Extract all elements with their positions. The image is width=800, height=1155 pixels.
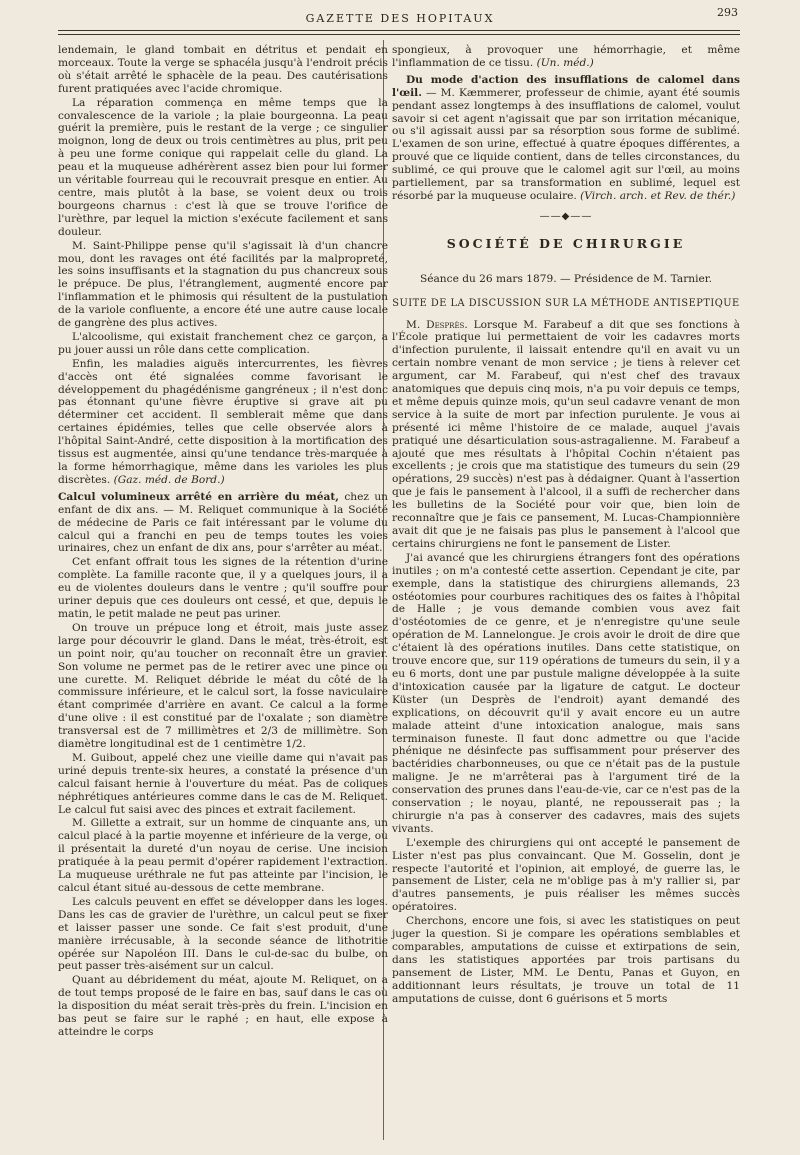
article-text: chez un enfant de dix ans. — M. Reliquet communique à la Société de médecine de Paris ce fait intéressant par le volume du calcul qui a franchi en peu de temps toutes les voies urinaires, chez un enfant de dix ans, pour s'arrêter au méat. [58, 490, 388, 555]
left-column [58, 44, 388, 1040]
running-head [0, 6, 800, 30]
paragraph [392, 319, 740, 551]
article-title: Calcul volumineux arrêté en arrière du méat, [58, 490, 339, 503]
paragraph-text: Lorsque M. Farabeuf a dit que ses fonctions à l'École pratique lui permettaient de voir les cadavres morts d'infection purulente, il laissait entendre qu'il en avait vu un certain nombre venant de mon service ; je tiens à relever cet argument, car M. Farabeuf, qui n'est chef des travaux anatomiques que depuis cinq mois, n'a pu voir depuis ce temps, et même depuis quinze mois, qu'un seul cadavre venant de mon service à la suite de mort par infection purulente. Je vous ai présenté ici même l'histoire de ce malade, auquel j'avais pratiqué une désarticulation sous-astragalienne. M. Farabeuf a ajouté que mes résultats à l'hôpital Cochin n'étaient pas excellents ; je crois que ma statistique des tumeurs du sein (29 opérations, 29 succès) n'est pas à dédaigner. Quant à l'assertion que je fais le pansement à l'alcool, il a suffi de rechercher dans les bulletins de la Société pour voir que, bien loin de reconnaître que je fais ce pansement, M. Lucas-Championnière avait dit que je ne faisais pas plus le pansement à l'alcool que certains chirurgiens ne font le pansement de Lister. [392, 318, 740, 550]
seance-line: Séance du 26 mars 1879. — Présidence de M. Tarnier. [419, 272, 713, 285]
right-column [392, 44, 740, 1007]
speaker-name: M. Desprès. [406, 318, 468, 331]
article-text: — M. Kæmmerer, professeur de chimie, ayant été soumis pendant assez longtemps à des insufflations de calomel, voulut savoir si cet agent n'agissait que par son irritation mécanique, ou s'il agissait aussi par sa résorption sous forme de sublimé. L'examen de son urine, effectué à quatre époques différentes, a prouvé que ce liquide contient, dans de telles circonstances, du sublimé, ce qui prouve que le calomel agit sur l'œil, au moins partiellement, par sa transformation en sublimé, lequel est résorbé par la muqueuse oculaire. [392, 86, 740, 202]
header-rule-double [58, 34, 740, 35]
paragraph: L'exemple des chirurgiens qui ont accepté le pansement de Lister n'est pas plus convaincant. Que M. Gosselin, dont je respecte l'autorité et l'opinion, ait employé, de guerre las, le pansement de Lister, cela ne m'oblige pas à m'y rallier si, par d'autres pansements, je puis réaliser les mêmes succès opératoires. [392, 836, 740, 914]
paragraph-text: spongieux, à provoquer une hémorrhagie, et même l'inflammation de ce tissu. [392, 44, 740, 69]
paragraph: Cherchons, encore une fois, si avec les statistiques on peut juger la question. Si je compare les opérations semblables et comparables, amputations de cuisse et extirpations de sein, dans les statistiques apportées par trois partisans du pansement de Lister, MM. Le Dentu, Panas et Guyon, en additionnant leurs résultats, je trouve un total de 11 amputations de cuisse, dont 6 guérisons et 5 morts [392, 915, 740, 1005]
paragraph-text: Enfin, les maladies aiguës intercurrentes, les fièvres d'accès ont été signalées comme favorisant le développement du phagédénisme gangréneux ; il n'est donc pas étonnant qu'une fièvre éruptive si grave ait pu déterminer cet accident. Il semblerait même que dans certaines épidémies, telles que celle observée alors à l'hôpital Saint-André, cette disposition à la mortification des tissus est augmentée, ainsi qu'une tendance très-marquée à la forme hémorrhagique, même dans les varioles les plus discrètes. [58, 357, 388, 486]
paragraph: La réparation commença en même temps que la convalescence de la variole ; la plaie bourgeonna. La peau guérit la première, puis le restant de la verge ; ce singulier moignon, long de deux ou trois centimètres au plus, prit peu à peu une forme conique qui rappelait celle du gland. La peau et la muqueuse adhérèrent assez bien pour lui former un véritable fourreau qui le recouvrait presque en entier. Au centre, mais plutôt à la base, se voient deux ou trois bourgeons charnus : c'est là que se trouve l'orifice de l'urèthre, par lequel la miction s'exécute facilement et sans douleur. [58, 96, 388, 238]
paragraph: L'alcoolisme, qui existait franchement chez ce garçon, a pu jouer aussi un rôle dans cette complication. [58, 330, 388, 356]
article-calomel [392, 74, 740, 203]
header-rule [58, 30, 740, 31]
paragraph: J'ai avancé que les chirurgiens étrangers font des opérations inutiles ; on m'a contesté cette assertion. Cependant je cite, par exemple, dans la statistique des chirurgiens allemands, 23 ostéotomies pour courbures rachitiques des os faites à l'hôpital de Halle ; je vous demande combien vous avez fait d'ostéotomies de ce genre, et je n'enregistre qu'une seule opération de M. Lannelongue. Je crois avoir le droit de dire que c'étaient là des opérations inutiles. Dans cette statistique, on trouve encore que, sur 119 opérations de tumeurs du sein, il y a eu 6 morts, dont une par pustule maligne développée à la suite d'intoxication causée par la ligature de catgut. Le docteur Küster (un Desprès de l'endroit) ayant demandé des explications, on découvrit qu'il y avait encore eu un autre malade atteint d'une intoxication analogue, mais sans terminaison funeste. Il faut donc admettre ou que l'acide phénique ne désinfecte pas suffisamment pour préserver des bactéridies charbonneuses, ou que ce n'était pas de la pustule maligne. Je ne m'arrêterai pas à l'argument tiré de la conservation des prunes dans l'eau-de-vie, car ce n'est pas de la conservation ; le noyau, planté, ne repousserait pas ; la chirurgie n'a pas à conserver des cadavres, mais des sujets vivants. [392, 551, 740, 835]
paragraph: M. Gillette a extrait, sur un homme de cinquante ans, un calcul placé à la partie moyenne et inférieure de la verge, où il présentait la dureté d'un noyau de cerise. Une incision pratiquée à la peau permit d'opérer rapidement l'extraction. La muqueuse uréthrale ne fut pas atteinte par l'incision, le calcul étant situé au-dessous de cette membrane. [58, 817, 388, 894]
section-divider: ——◆—— [539, 210, 593, 222]
source-citation: (Un. méd.) [536, 56, 594, 69]
paragraph: M. Guibout, appelé chez une vieille dame qui n'avait pas uriné depuis trente-six heures, a constaté la présence d'un calcul faisant hernie à l'ouverture du méat. Pas de coliques néphrétiques antérieures comme dans le cas de M. Reliquet. Le calcul fut saisi avec des pinces et extrait facilement. [58, 751, 388, 816]
paragraph: Cet enfant offrait tous les signes de la rétention d'urine complète. La famille raconte que, il y a quelques jours, il a eu de violentes douleurs dans le ventre ; qu'il souffre pour uriner depuis que ces douleurs ont cessé, et que, depuis le matin, le petit malade ne peut pas uriner. [58, 556, 388, 620]
paragraph [58, 358, 388, 487]
paragraph: lendemain, le gland tombait en détritus et pendait en morceaux. Toute la verge se sphacéla jusqu'à l'endroit précis où s'était arrêté le sphacèle de la peau. Des cautérisations furent pratiquées avec l'acide chromique. [58, 44, 388, 95]
article-title: Du mode d'action des insufflations de calomel dans l'œil. [392, 73, 740, 99]
source-citation: (Gaz. méd. de Bord.) [113, 473, 225, 486]
paragraph: Quant au débridement du méat, ajoute M. Reliquet, on a de tout temps proposé de le faire en bas, sauf dans le cas où la disposition du méat serait très-près du frein. L'incision en bas peut se faire sur le raphé ; en haut, elle expose à atteindre le corps [58, 974, 388, 1038]
paragraph: Les calculs peuvent en effet se développer dans les loges. Dans les cas de gravier de l'urèthre, un calcul peut se fixer et laisser passer une sonde. Ce fait s'est produit, d'une manière irrécusable, à la seconde séance de lithotritie opérée sur Napoléon III. Dans le cul-de-sac du bulbe, on peut passer très-aisément sur un calcul. [58, 895, 388, 973]
discussion-subtitle: SUITE DE LA DISCUSSION SUR LA MÉTHODE ANTISEPTIQUE [392, 297, 740, 309]
paragraph: On trouve un prépuce long et étroit, mais juste assez large pour découvrir le gland. Dans le méat, très-étroit, est un point noir, qu'au toucher on reconnaît être un gravier. Son volume ne permet pas de le retirer avec une pince ou une curette. M. Reliquet débride le méat du côté de la commissure inférieure, et le calcul sort, la fosse naviculaire étant comprimée d'arrière en avant. Ce calcul a la forme d'une olive : il est constitué par de l'oxalate ; son diamètre transversal est de 7 millimètres et 2/3 de millimètre. Son diamètre longitudinal est de 1 centimètre 1/2. [58, 621, 388, 751]
paragraph [392, 44, 740, 70]
journal-title: GAZETTE DES HOPITAUX [305, 12, 495, 25]
source-citation: (Virch. arch. et Rev. de thér.) [580, 189, 736, 202]
section-title: SOCIÉTÉ DE CHIRURGIE [446, 235, 686, 251]
article-calcul [58, 491, 388, 556]
page-number: 293 [717, 6, 738, 19]
paragraph: M. Saint-Philippe pense qu'il s'agissait là d'un chancre mou, dont les ravages ont été facilités par la malpropreté, les soins insuffisants et la stagnation du pus chancreux sous le prépuce. De plus, l'étranglement, augmenté encore par l'inflammation et le phimosis qui résultent de la pustulation de la variole confluente, a encore été une autre cause locale de gangrène des plus actives. [58, 239, 388, 330]
